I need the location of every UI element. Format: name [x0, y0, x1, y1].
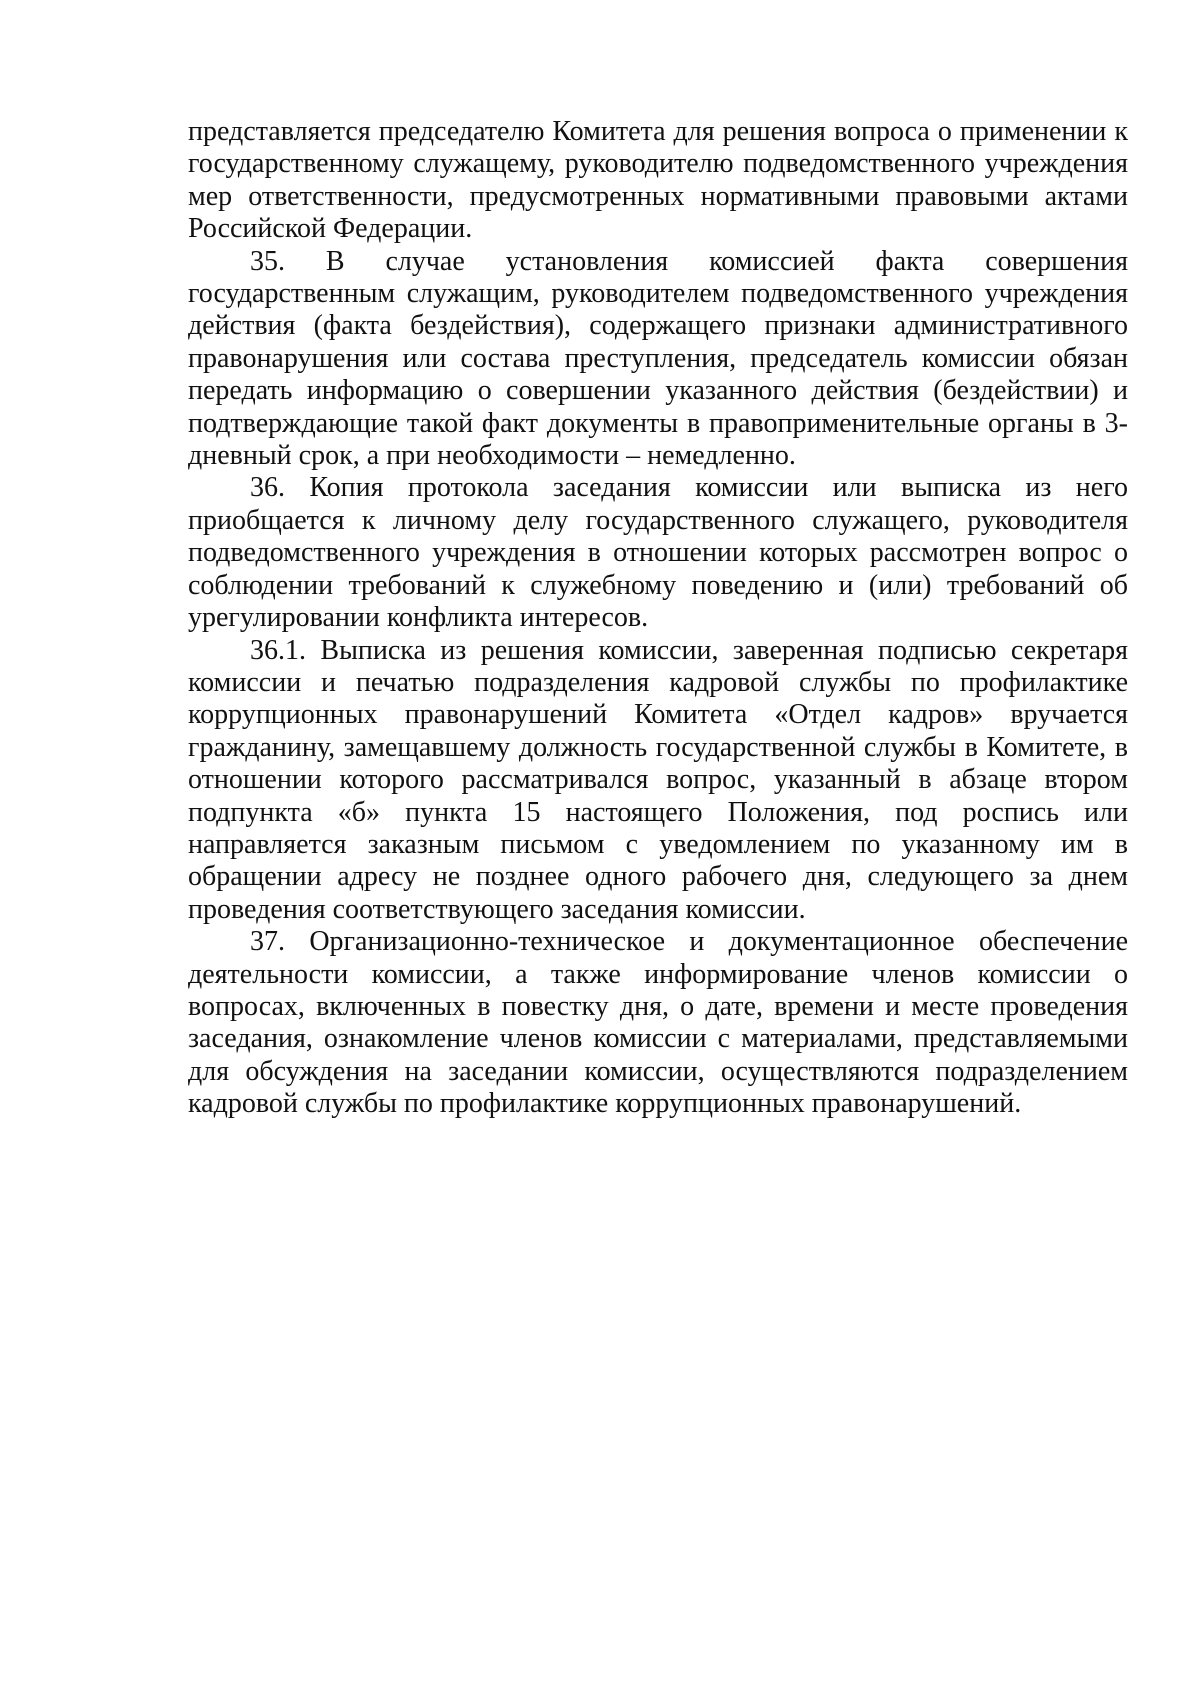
paragraph-36-1: 36.1. Выписка из решения комиссии, заверенная подписью секретаря комиссии и печатью подразделения кадровой службы по профилактике коррупционных правонарушений Комитета «Отдел кадров» вручается гражданину, замещавшему должность государственной службы в Комитете, в отношении которого рассматривался вопрос, указанный в абзаце втором подпункта «б» пункта 15 настоящего Положения, под роспись или направляется заказным письмом с уведомлением по указанному им в обращении адресу не позднее одного рабочего дня, следующего за днем проведения соответствующего заседания комиссии. [188, 634, 1128, 925]
paragraph-36: 36. Копия протокола заседания комиссии или выписка из него приобщается к личному делу государственного служащего, руководителя подведомственного учреждения в отношении которых рассмотрен вопрос о соблюдении требований к служебному поведению и (или) требований об урегулировании конфликта интересов. [188, 472, 1128, 634]
paragraph-35: 35. В случае установления комиссией факта совершения государственным служащим, руководителем подведомственного учреждения действия (факта бездействия), содержащего признаки административного правонарушения или состава преступления, председатель комиссии обязан передать информацию о совершении указанного действия (бездействии) и подтверждающие такой факт документы в правоприменительные органы в 3-дневный срок, а при необходимости – немедленно. [188, 245, 1128, 472]
paragraph-37: 37. Организационно-техническое и документационное обеспечение деятельности комиссии, а также информирование членов комиссии о вопросах, включенных в повестку дня, о дате, времени и месте проведения заседания, ознакомление членов комиссии с материалами, представляемыми для обсуждения на заседании комиссии, осуществляются подразделением кадровой службы по профилактике коррупционных правонарушений. [188, 926, 1128, 1120]
paragraph-continuation: представляется председателю Комитета для решения вопроса о применении к государственному служащему, руководителю подведомственного учреждения мер ответственности, предусмотренных нормативными правовыми актами Российской Федерации. [188, 116, 1128, 245]
document-body [188, 116, 1128, 1121]
